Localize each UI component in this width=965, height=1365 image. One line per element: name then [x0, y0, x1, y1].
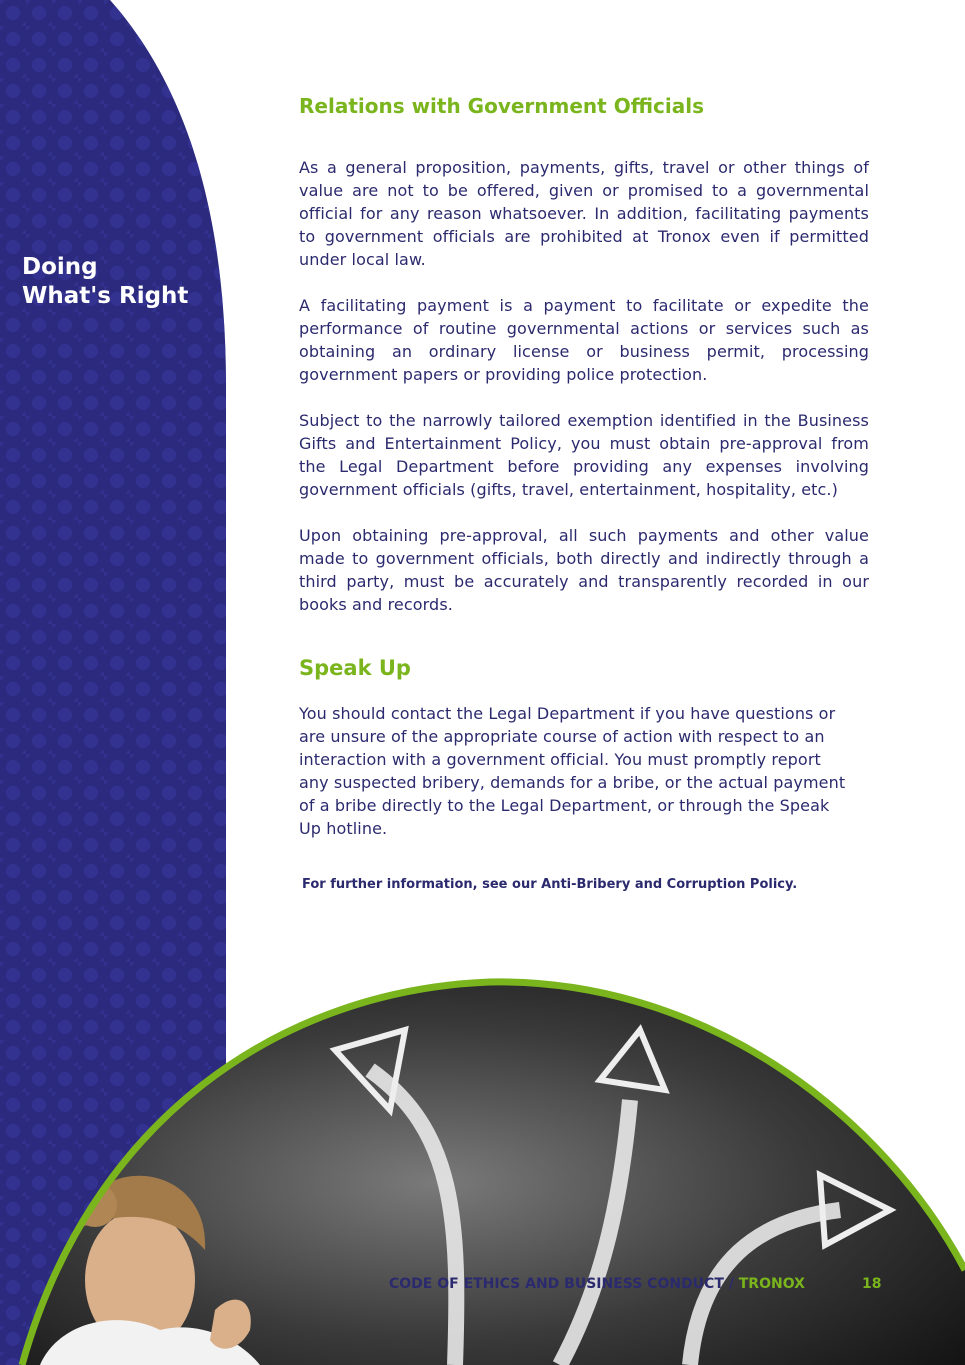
paragraph-recording: Upon obtaining pre-approval, all such payments and other value made to government officials, both directly and indirectly through a third party, must be accurately and transparently recorded in our books and records.	[299, 526, 869, 614]
paragraph-facilitating-payment: A facilitating payment is a payment to facilitate or expedite the performance of routine governmental actions or services such as obtaining an ordinary license or business permit, processing government papers or providing police protection.	[299, 296, 869, 384]
section-title-line2: What's Right	[22, 283, 189, 309]
section-title-line1: Doing	[22, 254, 98, 280]
footer-document-title	[389, 1276, 805, 1292]
footer-doc-title: CODE OF ETHICS AND BUSINESS CONDUCT /	[389, 1276, 739, 1292]
chalkboard-photo	[0, 960, 965, 1365]
paragraph-speak-up: You should contact the Legal Department if you have questions or are unsure of the appropriate course of action with respect to an interaction with a government official. You must promptly report any suspected bribery, demands for a bribe, or the actual payment of a bribe directly to the Legal Department, or through the Speak Up hotline.	[299, 704, 846, 838]
further-information-note: For further information, see our Anti-Bribery and Corruption Policy.	[302, 877, 798, 892]
footer-brand: TRONOX	[738, 1276, 805, 1292]
section-title	[22, 253, 188, 311]
heading-government-officials: Relations with Government Officials	[299, 94, 704, 118]
paragraph-pre-approval: Subject to the narrowly tailored exemption identified in the Business Gifts and Entertainment Policy, you must obtain pre-approval from the Legal Department before providing any expenses involving government officials (gifts, travel, entertainment, hospitality, etc.)	[299, 411, 869, 499]
page-number: 18	[862, 1276, 882, 1292]
heading-speak-up: Speak Up	[299, 656, 411, 680]
paragraph-general-proposition: As a general proposition, payments, gifts, travel or other things of value are not to be offered, given or promised to a governmental official for any reason whatsoever. In addition, facilitating payments to government officials are prohibited at Tronox even if permitted under local law.	[299, 158, 869, 269]
